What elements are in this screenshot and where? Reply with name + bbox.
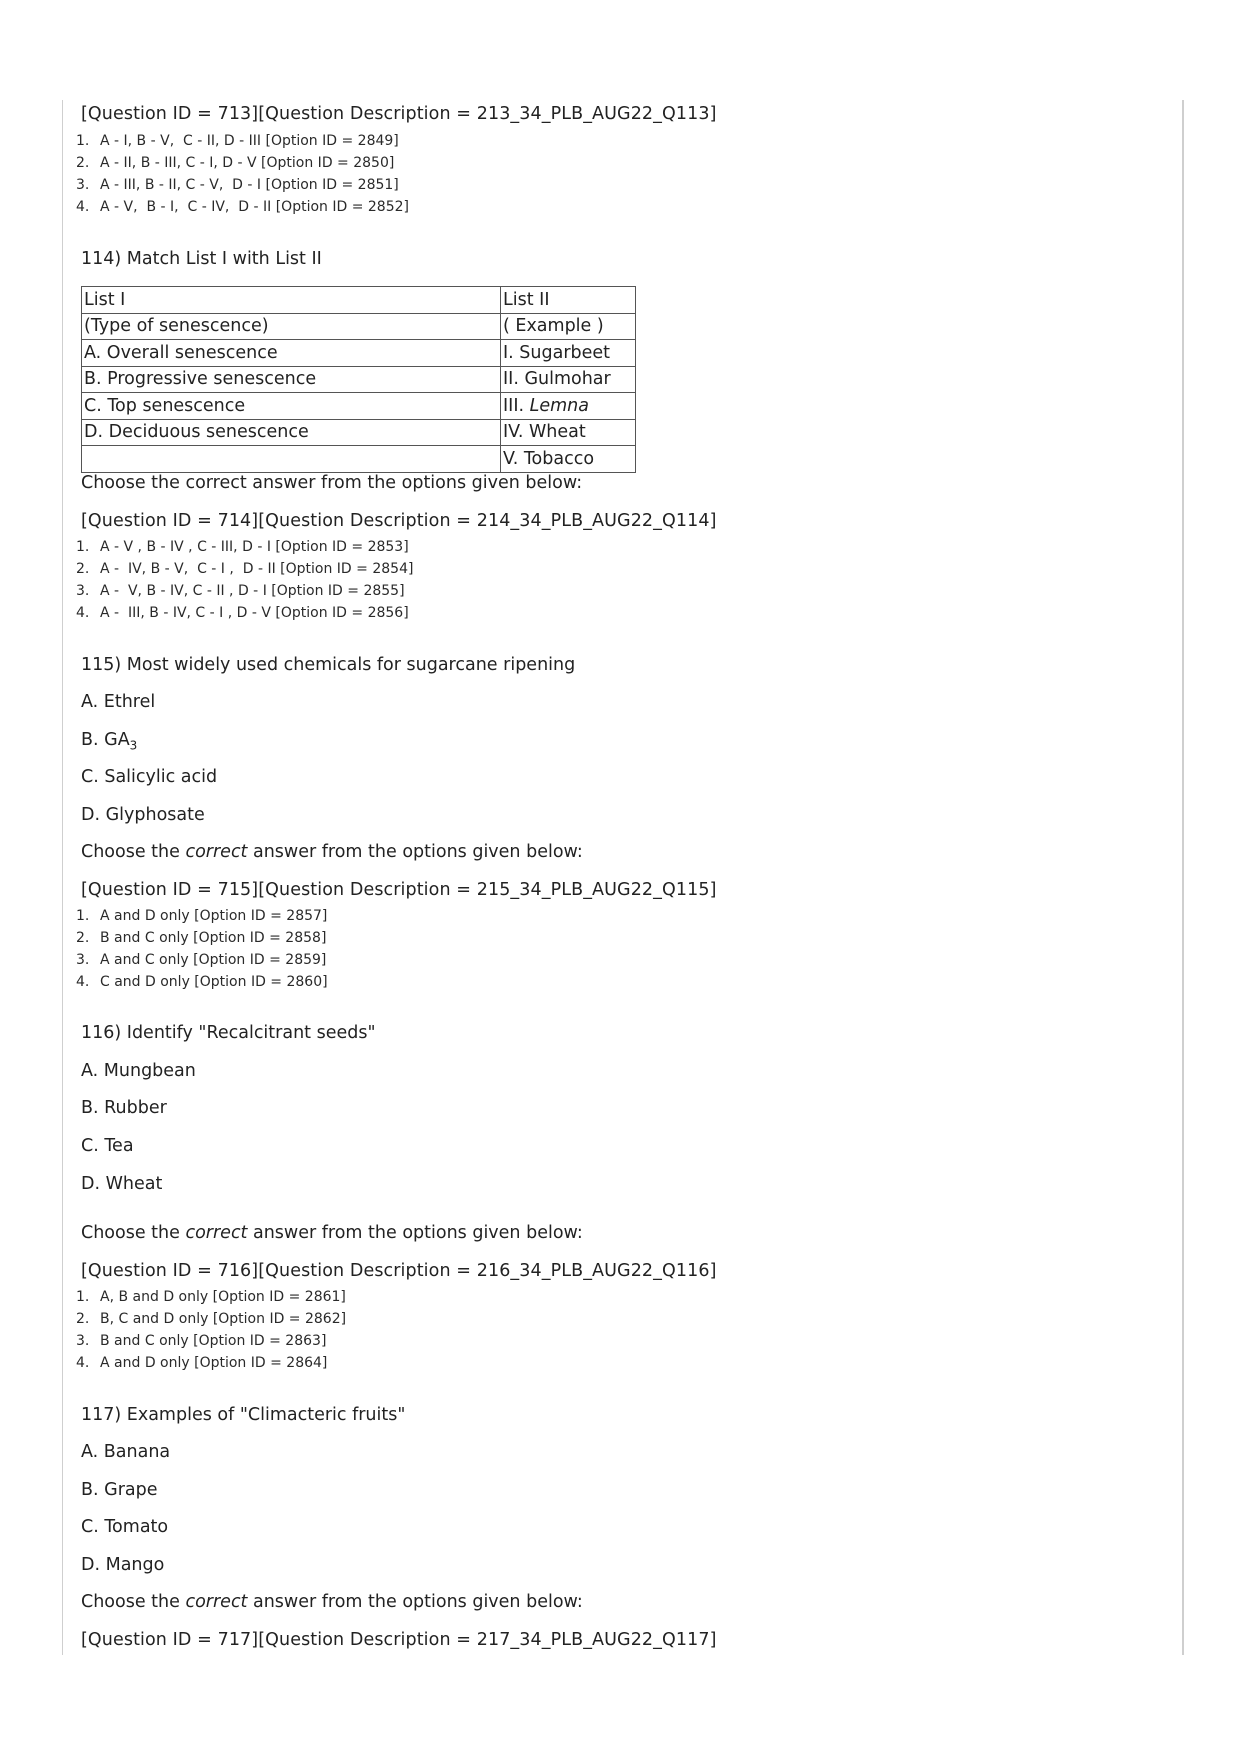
q117-item-d: D. Mango	[81, 1555, 165, 1575]
q113-option-1: 1. A - I, B - V, C - II, D - III [Option ID = 2849]	[76, 133, 399, 149]
q115-question-id: [Question ID = 715][Question Description = 215_34_PLB_AUG22_Q115]	[81, 880, 717, 900]
q116-option-4: 4. A and D only [Option ID = 2864]	[76, 1355, 328, 1371]
table-row: A. Overall senescence I. Sugarbeet	[82, 340, 636, 367]
q114-title: 114) Match List I with List II	[81, 249, 322, 269]
q115-item-c: C. Salicylic acid	[81, 767, 218, 787]
q115-item-b: B. $GA_3$	[81, 730, 138, 753]
q113-option-2: 2. A - II, B - III, C - I, D - V [Option ID = 2850]	[76, 155, 395, 171]
q114-option-4: 4. A - III, B - IV, C - I , D - V [Option ID = 2856]	[76, 605, 409, 621]
q116-item-c: C. Tea	[81, 1136, 134, 1156]
q114-options	[76, 536, 413, 624]
q116-title: 116) Identify "Recalcitrant seeds"	[81, 1023, 376, 1043]
q116-instruction: Choose the correct answer from the options given below:	[81, 1223, 583, 1243]
q113-option-4: 4. A - V, B - I, C - IV, D - II [Option ID = 2852]	[76, 199, 409, 215]
table-row: B. Progressive senescence II. Gulmohar	[82, 366, 636, 393]
q116-option-3: 3. B and C only [Option ID = 2863]	[76, 1333, 327, 1349]
q115-item-a: A. Ethrel	[81, 692, 156, 712]
q114-option-1: 1. A - V , B - IV , C - III, D - I [Option ID = 2853]	[76, 539, 409, 555]
q113-question-id: [Question ID = 713][Question Description = 213_34_PLB_AUG22_Q113]	[81, 104, 717, 124]
table-row: C. Top senescence III. Lemna	[82, 393, 636, 420]
q114-option-3: 3. A - V, B - IV, C - II , D - I [Option ID = 2855]	[76, 583, 405, 599]
q117-question-id: [Question ID = 717][Question Description = 217_34_PLB_AUG22_Q117]	[81, 1630, 717, 1650]
q115-option-3: 3. A and C only [Option ID = 2859]	[76, 952, 327, 968]
lemna-cell: III. Lemna	[501, 393, 636, 420]
q115-option-4: 4. C and D only [Option ID = 2860]	[76, 974, 328, 990]
q117-item-c: C. Tomato	[81, 1517, 169, 1537]
right-border-line	[1182, 100, 1184, 1655]
q113-option-3: 3. A - III, B - II, C - V, D - I [Option ID = 2851]	[76, 177, 399, 193]
q117-title: 117) Examples of "Climacteric fruits"	[81, 1405, 406, 1425]
q116-question-id: [Question ID = 716][Question Description = 216_34_PLB_AUG22_Q116]	[81, 1261, 717, 1281]
q114-instruction: Choose the correct answer from the options given below:	[81, 473, 583, 493]
q115-title: 115) Most widely used chemicals for sugarcane ripening	[81, 655, 576, 675]
q116-item-a: A. Mungbean	[81, 1061, 196, 1081]
left-border-line	[62, 100, 63, 1655]
q116-options	[76, 1286, 346, 1374]
q116-option-2: 2. B, C and D only [Option ID = 2862]	[76, 1311, 347, 1327]
q114-question-id: [Question ID = 714][Question Description = 214_34_PLB_AUG22_Q114]	[81, 511, 717, 531]
q117-instruction: Choose the correct answer from the options given below:	[81, 1592, 583, 1612]
q115-option-1: 1. A and D only [Option ID = 2857]	[76, 908, 328, 924]
q114-option-2: 2. A - IV, B - V, C - I , D - II [Option ID = 2854]	[76, 561, 414, 577]
q113-options	[76, 130, 409, 218]
q114-match-table	[81, 286, 636, 473]
q117-item-b: B. Grape	[81, 1480, 158, 1500]
q115-option-2: 2. B and C only [Option ID = 2858]	[76, 930, 327, 946]
q115-instruction: Choose the correct answer from the options given below:	[81, 842, 583, 862]
table-row: List I List II	[82, 287, 636, 314]
q115-options	[76, 905, 328, 993]
q115-item-d: D. Glyphosate	[81, 805, 205, 825]
q116-item-b: B. Rubber	[81, 1098, 167, 1118]
q116-option-1: 1. A, B and D only [Option ID = 2861]	[76, 1289, 346, 1305]
q116-item-d: D. Wheat	[81, 1174, 163, 1194]
table-row: D. Deciduous senescence IV. Wheat	[82, 419, 636, 446]
table-row: (Type of senescence) ( Example )	[82, 313, 636, 340]
q117-item-a: A. Banana	[81, 1442, 171, 1462]
table-row: V. Tobacco	[82, 446, 636, 473]
